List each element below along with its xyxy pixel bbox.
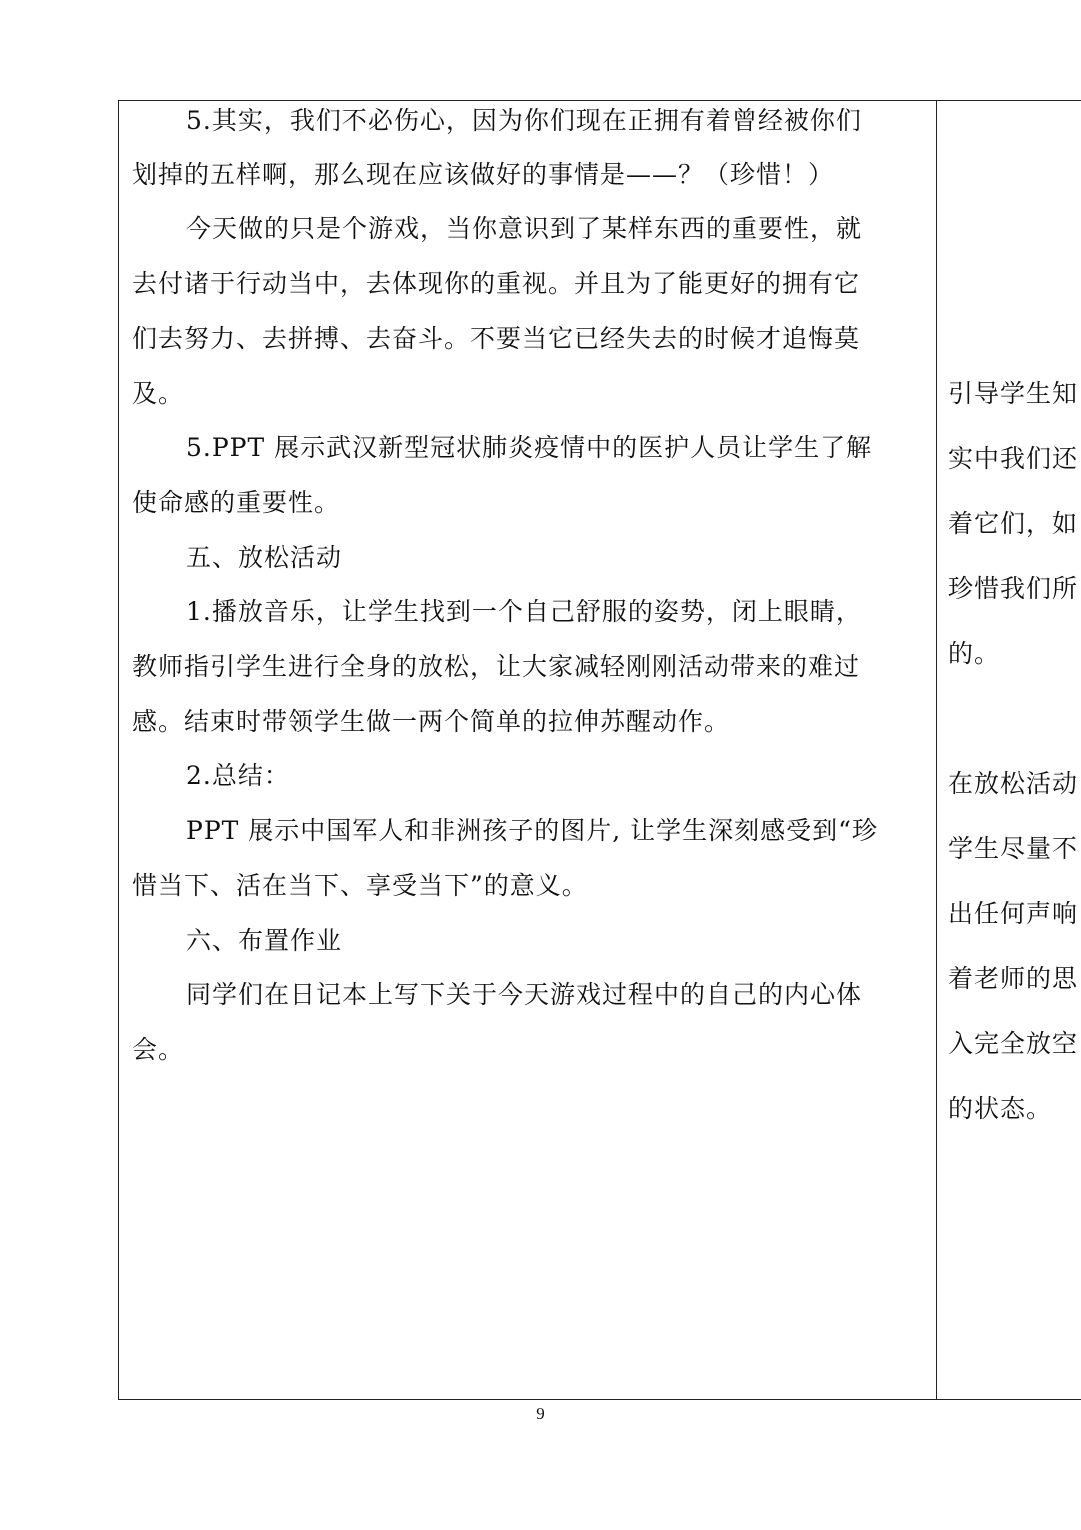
main-line: 5.其实，我们不必伤心，因为你们现在正拥有着曾经被你们	[186, 106, 862, 135]
main-line: 及。	[132, 379, 185, 408]
side-line: 珍惜我们所	[948, 574, 1079, 603]
main-line: 会。	[132, 1035, 185, 1064]
column-divider	[936, 100, 937, 1399]
section-heading: 六、布置作业	[186, 926, 343, 955]
side-line: 入完全放空	[948, 1029, 1079, 1058]
main-line: 今天做的只是个游戏，当你意识到了某样东西的重要性，就	[186, 214, 863, 243]
side-line: 着它们，如	[948, 509, 1079, 538]
side-line: 在放松活动	[948, 769, 1079, 798]
side-line: 出任何声响	[948, 899, 1079, 928]
main-line: 们去努力、去拼搏、去奋斗。不要当它已经失去的时候才追悔莫	[132, 324, 861, 353]
main-line: PPT 展示中国军人和非洲孩子的图片, 让学生深刻感受到“珍	[186, 816, 878, 845]
main-line: 划掉的五样啊，那么现在应该做好的事情是——？（珍惜！）	[132, 160, 835, 189]
side-line: 的状态。	[948, 1094, 1053, 1123]
side-line: 实中我们还	[948, 444, 1079, 473]
side-line: 学生尽量不	[948, 834, 1079, 863]
main-line: 1.播放音乐，让学生找到一个自己舒服的姿势，闭上眼睛，	[186, 597, 862, 626]
main-line: 同学们在日记本上写下关于今天游戏过程中的自己的内心体	[186, 980, 863, 1009]
side-line: 着老师的思	[948, 964, 1079, 993]
main-line: 去付诸于行动当中，去体现你的重视。并且为了能更好的拥有它	[132, 269, 861, 298]
main-line: 教师指引学生进行全身的放松，让大家减轻刚刚活动带来的难过	[132, 652, 861, 681]
section-heading: 五、放松活动	[186, 543, 343, 572]
side-line: 的。	[948, 639, 1001, 668]
main-line: 使命感的重要性。	[132, 488, 341, 517]
main-line: 2.总结：	[186, 761, 290, 790]
main-line: 惜当下、活在当下、享受当下”的意义。	[132, 871, 588, 900]
main-line: 感。结束时带领学生做一两个简单的拉伸苏醒动作。	[132, 707, 731, 736]
page-number: 9	[536, 1404, 545, 1423]
side-line: 引导学生知	[948, 379, 1079, 408]
main-line: 5.PPT 展示武汉新型冠状肺炎疫情中的医护人员让学生了解	[186, 433, 873, 462]
